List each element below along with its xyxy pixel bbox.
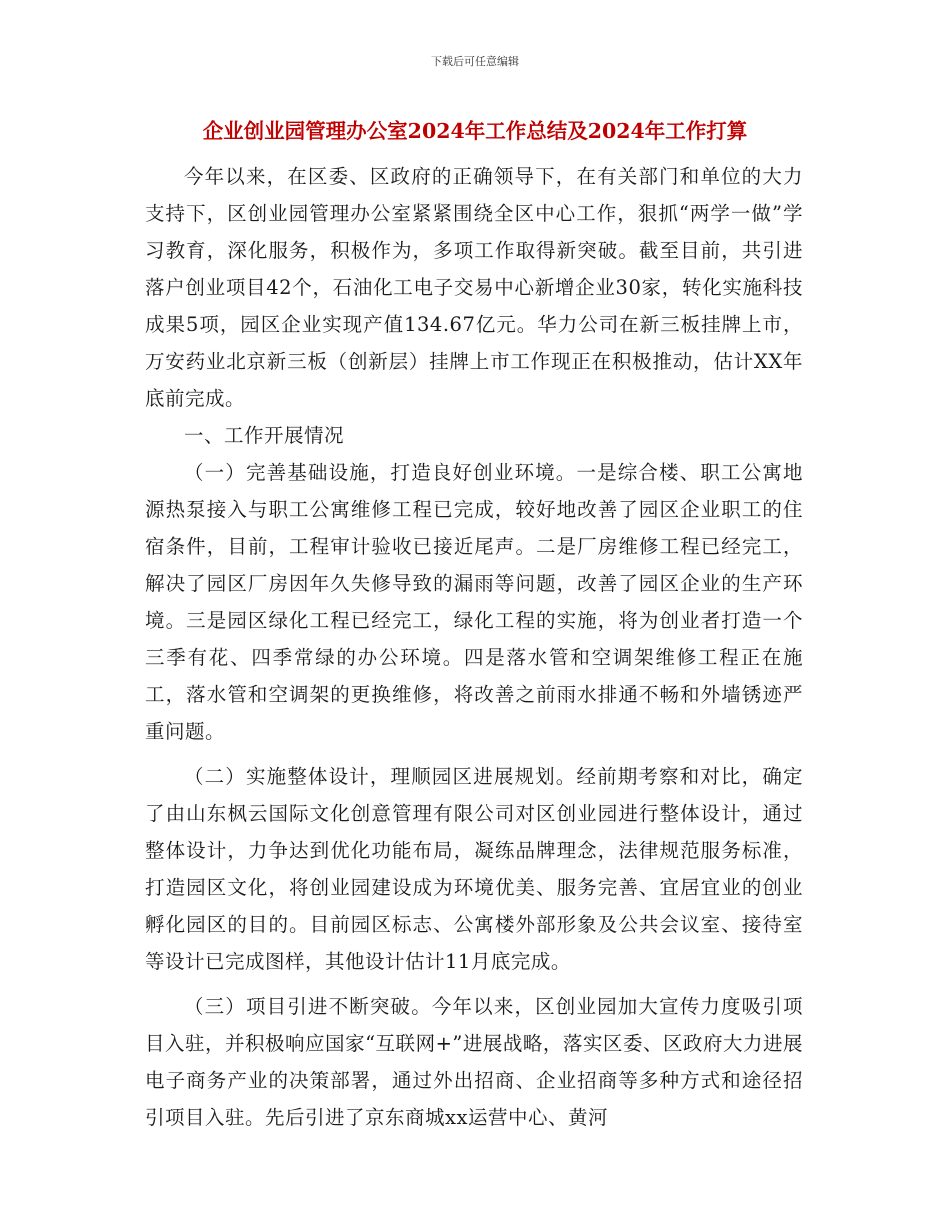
paragraph-projects: （三）项目引进不断突破。今年以来，区创业园加大宣传力度吸引项目入驻，并积极响应国家“互联网+”进展战略，落实区委、区政府大力进展电子商务产业的决策部署，通过外出招商、企业招商等多种方式和途径招引项目入驻。先后引进了京东商城xx运营中心、黄河: [145, 995, 803, 1129]
section-heading: 一、工作开展情况: [184, 424, 345, 447]
header-note: 下载后可任意编辑: [431, 55, 519, 68]
intro-paragraph: 今年以来，在区委、区政府的正确领导下，在有关部门和单位的大力支持下，区创业园管理办公室紧紧围绕全区中心工作，狠抓“两学一做”学习教育，深化服务，积极作为，多项工作取得新突破。截至目前，共引进落户创业项目42个，石油化工电子交易中心新增企业30家，转化实施科技成果5项，园区企业实现产值134.67亿元。华力公司在新三板挂牌上市，万安药业北京新三板（创新层）挂牌上市工作现正在积极推动，估计XX年底前完成。: [145, 165, 803, 410]
document-body: [145, 158, 803, 1136]
paragraph-design: （二）实施整体设计，理顺园区进展规划。经前期考察和对比，确定了由山东枫云国际文化创意管理有限公司对区创业园进行整体设计，通过整体设计，力争达到优化功能布局，凝练品牌理念，法律规范服务标准，打造园区文化，将创业园建设成为环境优美、服务完善、宜居宜业的创业孵化园区的目的。目前园区标志、公寓楼外部形象及公共会议室、接待室等设计已完成图样，其他设计估计11月底完成。: [145, 765, 803, 973]
paragraph-infrastructure: （一）完善基础设施，打造良好创业环境。一是综合楼、职工公寓地源热泵接入与职工公寓维修工程已完成，较好地改善了园区企业职工的住宿条件，目前，工程审计验收已接近尾声。二是厂房维修工程已经完工，解决了园区厂房因年久失修导致的漏雨等问题，改善了园区企业的生产环境。三是园区绿化工程已经完工，绿化工程的实施，将为创业者打造一个三季有花、四季常绿的办公环境。四是落水管和空调架维修工程正在施工，落水管和空调架的更换维修，将改善之前雨水排通不畅和外墙锈迹严重问题。: [145, 461, 803, 743]
document-title: 企业创业园管理办公室2024年工作总结及2024年工作打算: [202, 119, 748, 143]
